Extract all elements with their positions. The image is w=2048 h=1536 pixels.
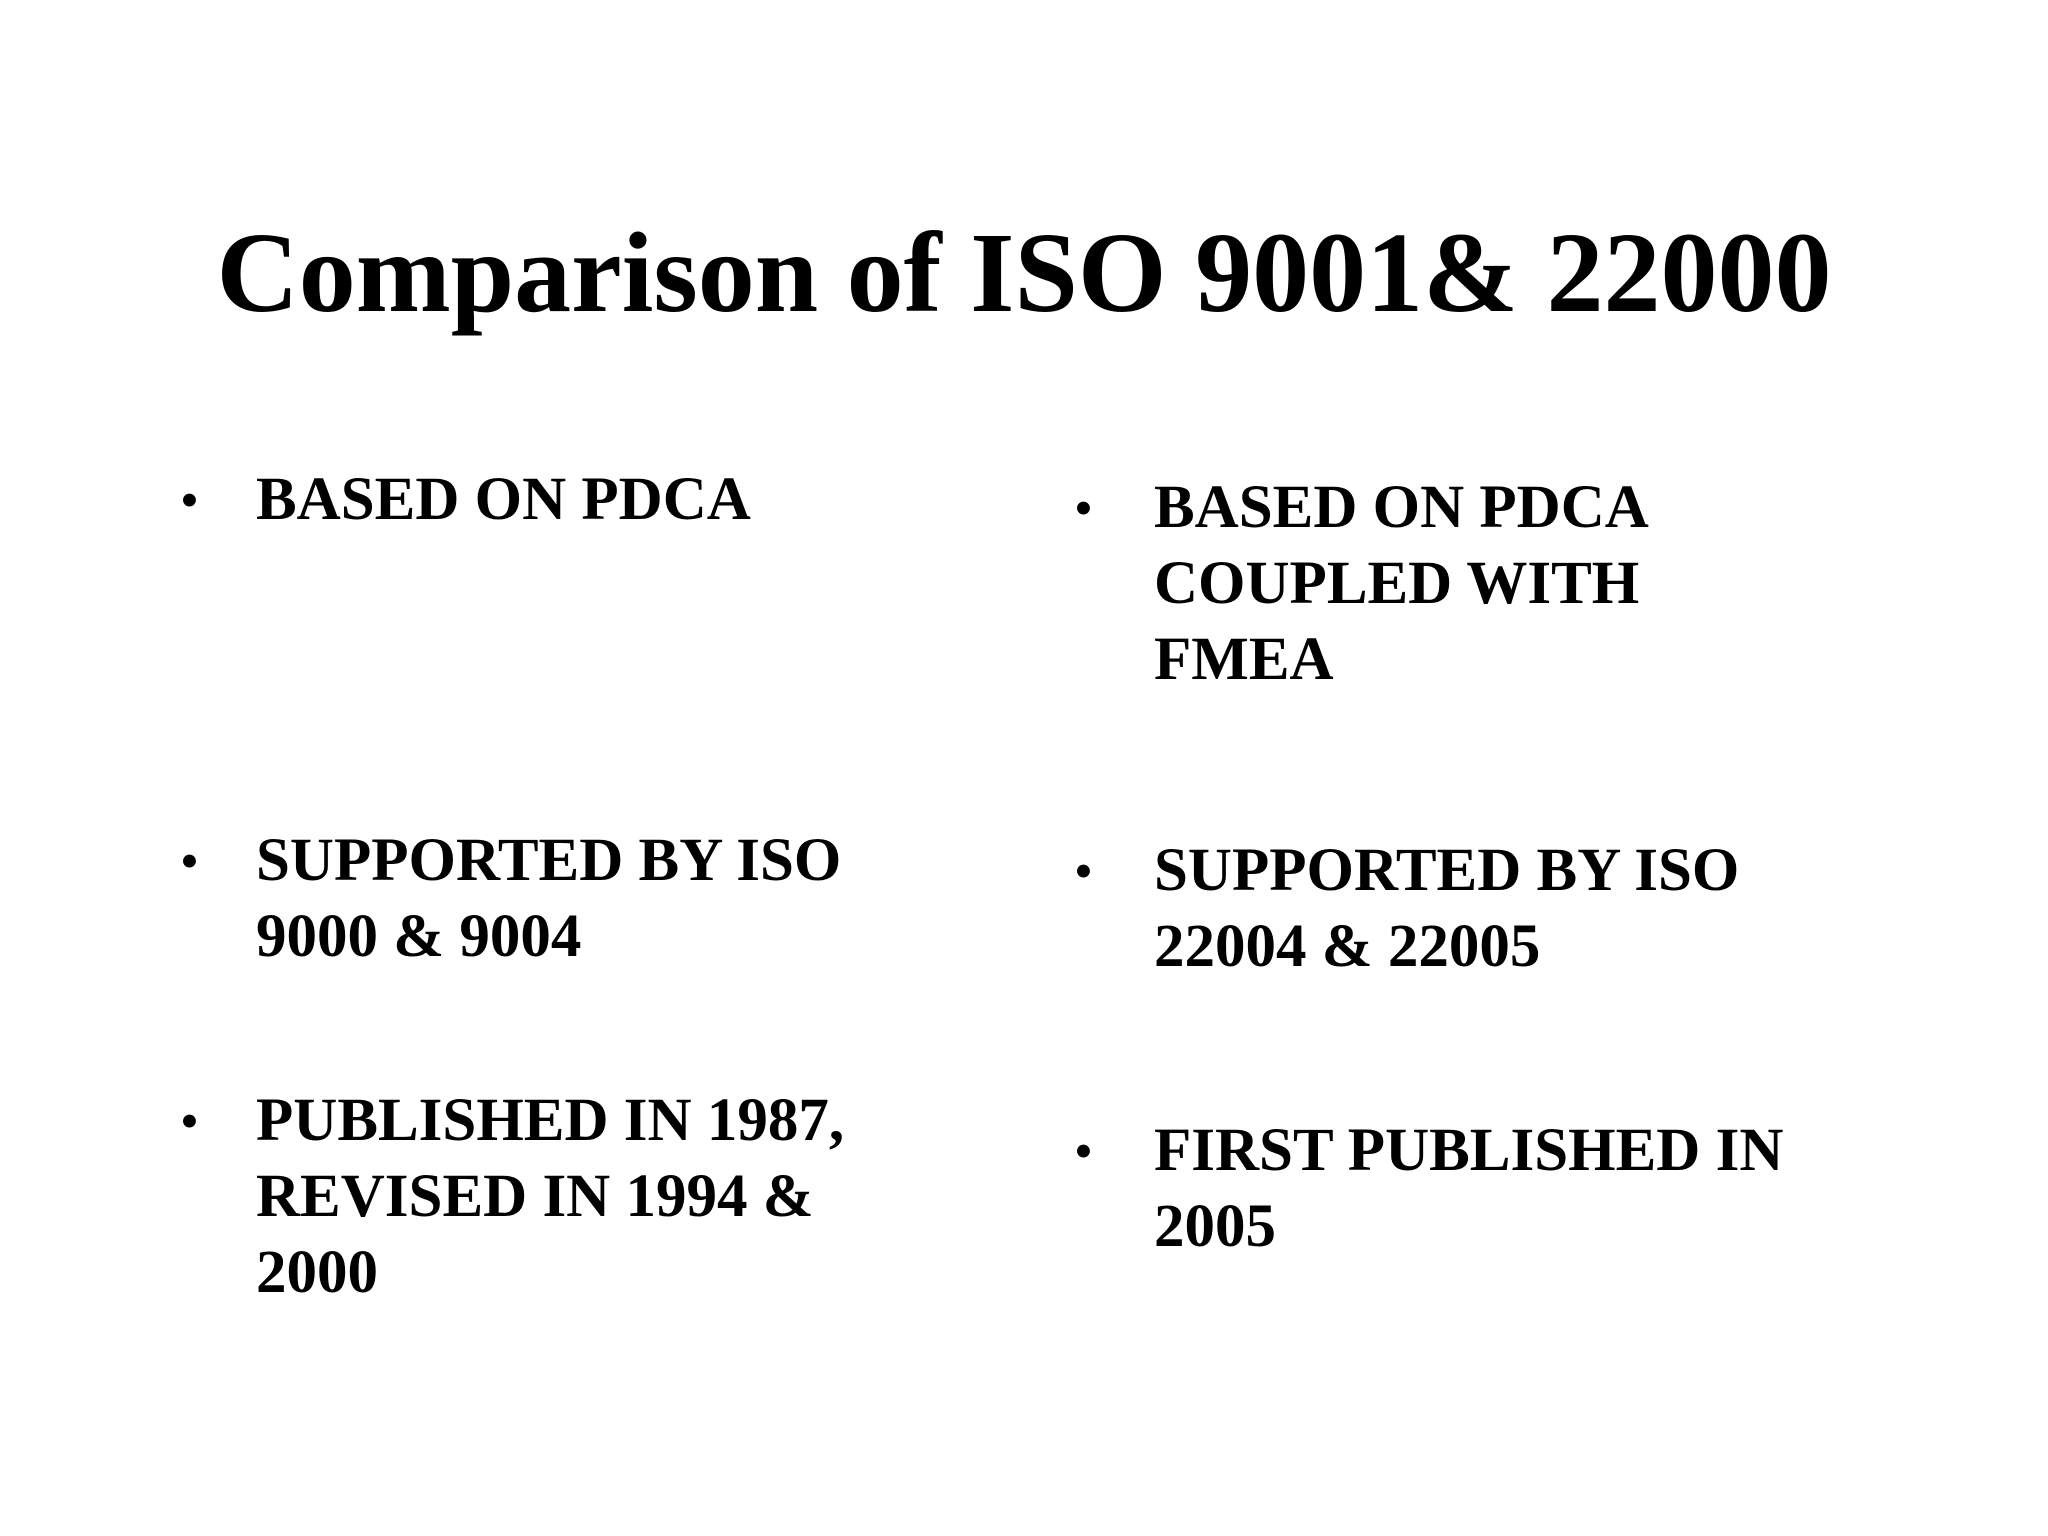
bullet-icon: •	[1074, 841, 1093, 901]
bullet-icon: •	[180, 1091, 199, 1151]
bullet-icon: •	[180, 470, 199, 530]
right-bullet-first-published-text: FIRST PUBLISHED IN 2005	[1154, 1117, 1784, 1260]
bullet-icon: •	[1074, 1121, 1093, 1181]
left-bullet-published-text: PUBLISHED IN 1987, REVISED IN 1994 & 2000	[256, 1087, 845, 1306]
left-bullet-supported-text: SUPPORTED BY ISO 9000 & 9004	[256, 827, 842, 970]
bullet-icon: •	[1074, 478, 1093, 538]
left-bullet-pdca-text: BASED ON PDCA	[256, 466, 751, 533]
right-bullet-pdca-fmea-text: BASED ON PDCA COUPLED WITH FMEA	[1154, 474, 1649, 693]
bullet-icon: •	[180, 831, 199, 891]
right-bullet-supported-text: SUPPORTED BY ISO 22004 & 22005	[1154, 837, 1740, 980]
slide-title: Comparison of ISO 9001& 22000	[216, 209, 1832, 336]
